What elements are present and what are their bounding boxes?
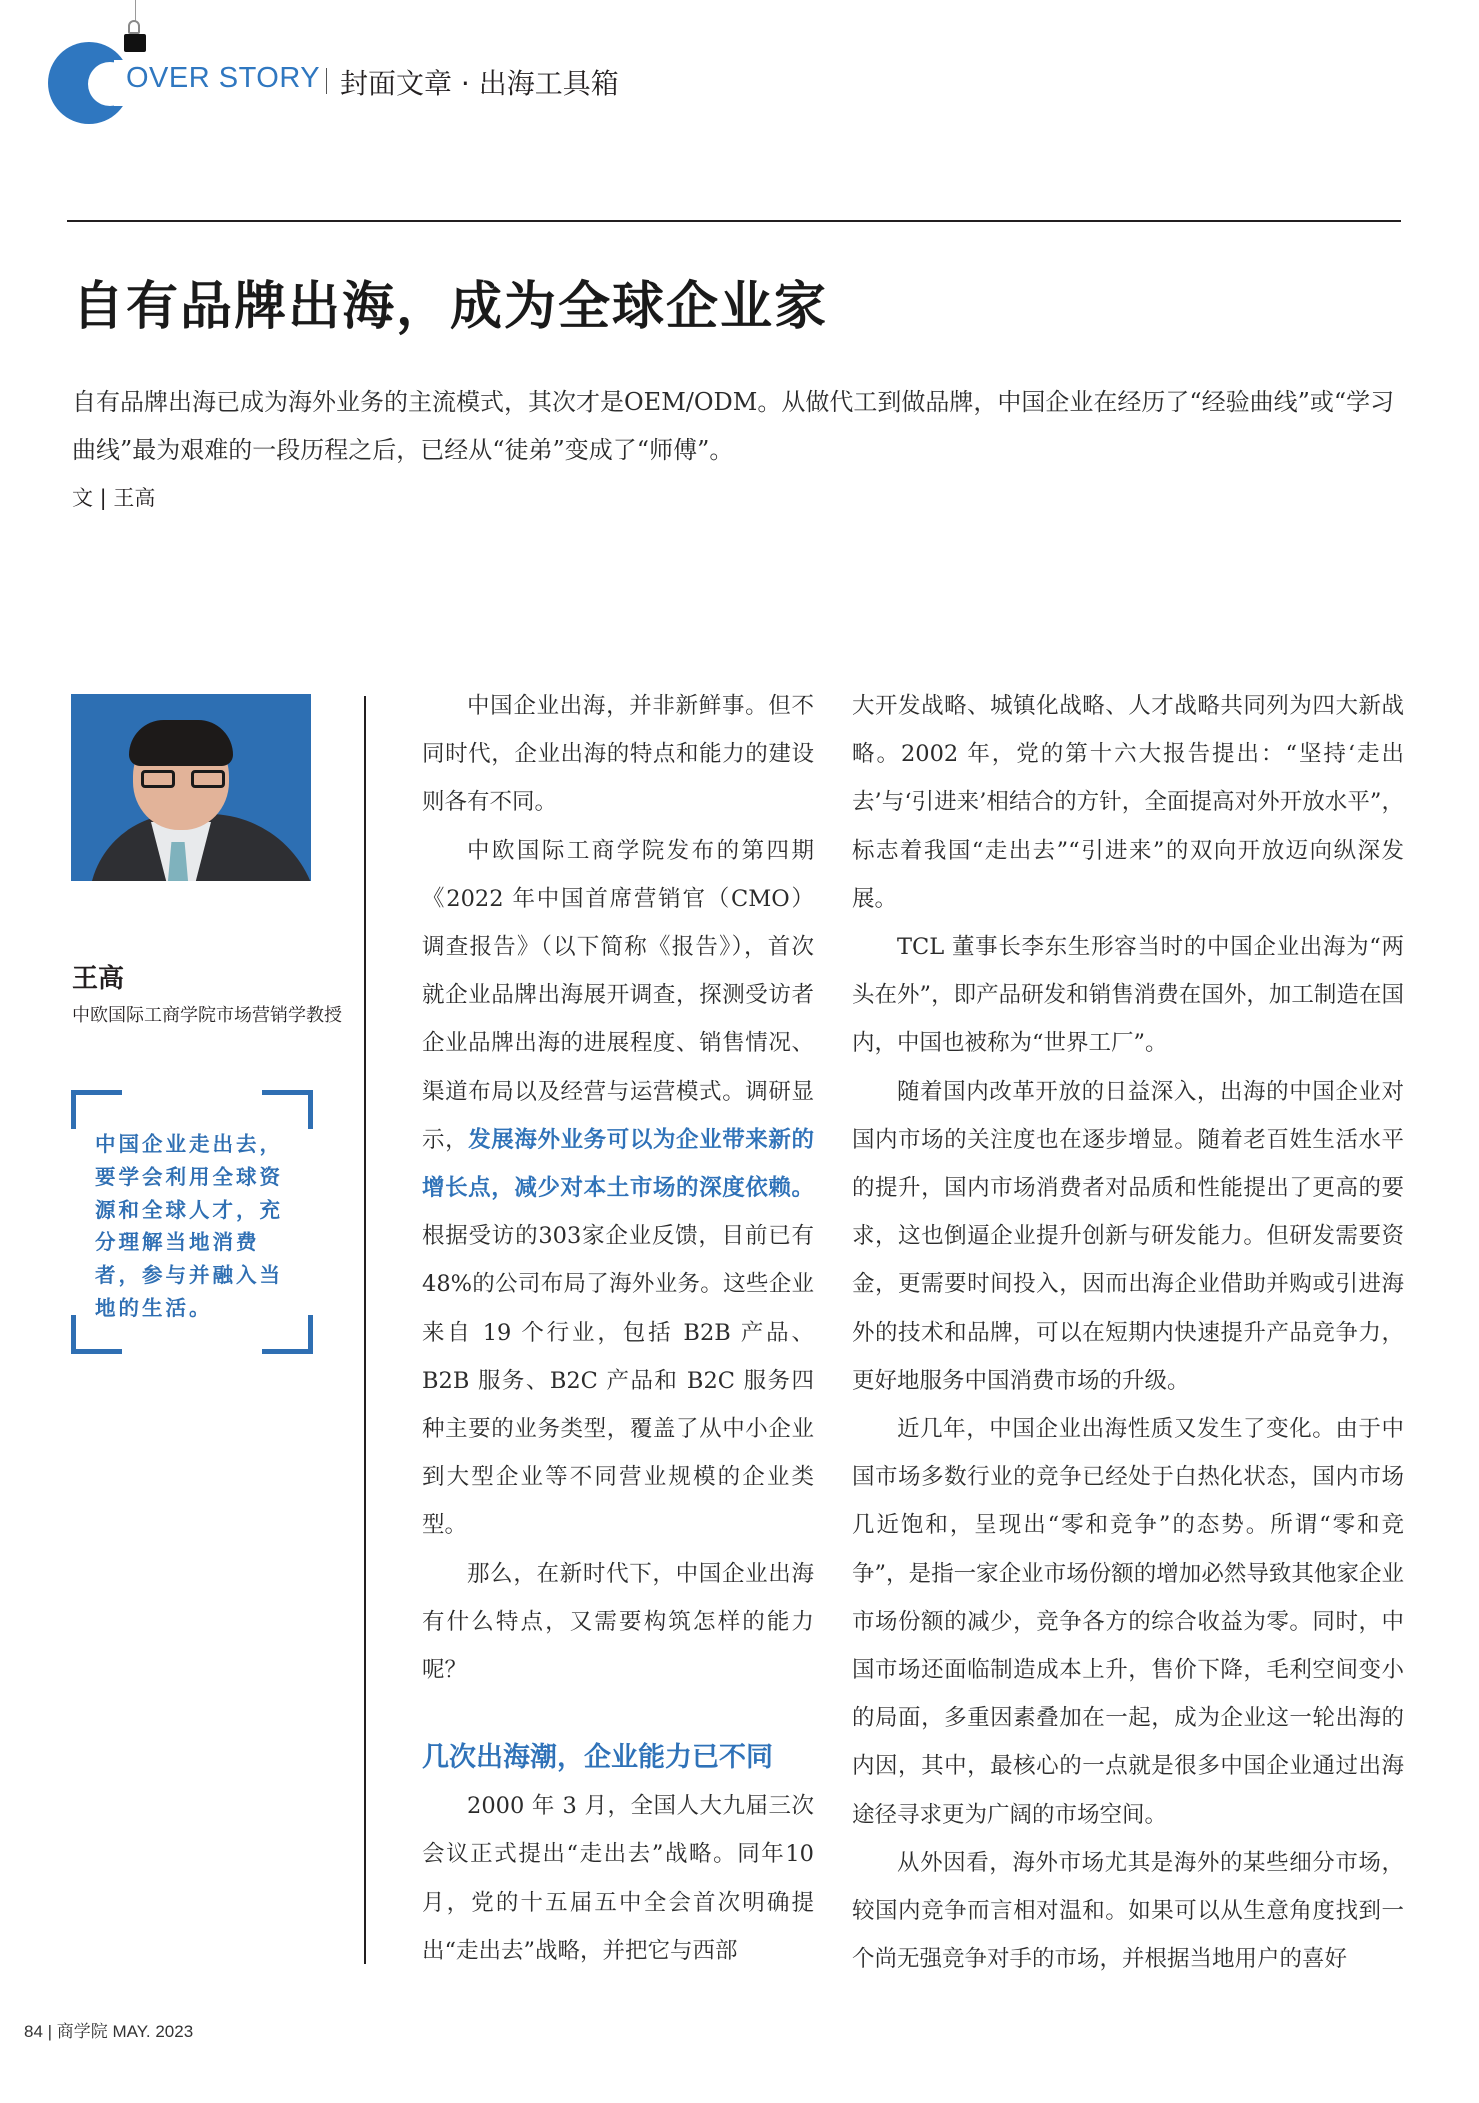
- page-footer: 84 | 商学院 MAY. 2023: [24, 2022, 194, 2041]
- paragraph: TCL 董事长李东生形容当时的中国企业出海为“两头在外”，即产品研发和销售消费在国外，加工制造在国内，中国也被称为“世界工厂”。: [852, 934, 1404, 1057]
- paragraph-text: 根据受访的303家企业反馈，目前已有48%的公司布局了海外业务。这些企业来自 19 个行业，包括 B2B 产品、B2B 服务、B2C 产品和 B2C 服务四种主要的业务类型，覆盖了从中小企业到大型企业等不同营业规模的企业类型。: [422, 1223, 814, 1539]
- author-name: 王高: [72, 964, 125, 994]
- paragraph: 近几年，中国企业出海性质又发生了变化。由于中国市场多数行业的竞争已经处于白热化状态，国内市场几近饱和，呈现出“零和竞争”的态势。所谓“零和竞争”，是指一家企业市场份额的增加必然导致其他家企业市场份额的减少，竞争各方的综合收益为零。同时，中国市场还面临制造成本上升，售价下降，毛利空间变小的局面，多重因素叠加在一起，成为企业这一轮出海的内因，其中，最核心的一点就是很多中国企业通过出海途径寻求更为广阔的市场空间。: [852, 1416, 1404, 1828]
- paragraph: 中国企业出海，并非新鲜事。但不同时代，企业出海的特点和能力的建设则各有不同。: [422, 693, 814, 816]
- body-column-1: [422, 682, 814, 1975]
- author-title: 中欧国际工商学院市场营销学教授: [72, 1005, 342, 1026]
- pull-quote: [71, 1090, 313, 1354]
- section-name: 封面文章 · 出海工具箱: [340, 67, 619, 100]
- top-rule-divider: [67, 220, 1401, 222]
- binder-clip-ring-icon: [128, 20, 140, 34]
- body-column-2: [852, 682, 1404, 1983]
- paragraph-text: 中欧国际工商学院发布的第四期《2022 年中国首席营销官（CMO）调查报告》（以下简称《报告》），首次就企业品牌出海展开调查，探测受访者企业品牌出海的进展程度、销售情况、渠道布局以及经营与运营模式。调研显示，: [422, 837, 814, 1153]
- subheading: 几次出海潮，企业能力已不同: [422, 1742, 773, 1774]
- paragraph: 随着国内改革开放的日益深入，出海的中国企业对国内市场的关注度也在逐步增显。随着老百姓生活水平的提升，国内市场消费者对品质和性能提出了更高的要求，这也倒逼企业提升创新与研发能力。但研发需要资金，更需要时间投入，因而出海企业借助并购或引进海外的技术和品牌，可以在短期内快速提升产品竞争力，更好地服务中国消费市场的升级。: [852, 1078, 1404, 1394]
- paragraph: 那么，在新时代下，中国企业出海有什么特点，又需要构筑怎样的能力呢？: [422, 1560, 814, 1684]
- paragraph: [422, 827, 814, 1550]
- binder-clip-icon: [124, 34, 146, 52]
- header-separator: [326, 68, 327, 94]
- photo-glasses: [141, 770, 225, 790]
- pull-quote-text: 中国企业走出去，要学会利用全球资源和全球人才，充分理解当地消费者，参与并融入当地的生活。: [95, 1132, 283, 1320]
- highlighted-text: 发展海外业务可以为企业带来新的增长点，减少对本土市场的深度依赖。: [422, 1126, 814, 1202]
- paragraph: 2000 年 3 月，全国人大九届三次会议正式提出“走出去”战略。同年10 月，党的十五届五中全会首次明确提出“走出去”战略，并把它与西部: [422, 1793, 814, 1964]
- photo-hair: [129, 720, 233, 766]
- author-photo: [71, 694, 311, 881]
- paragraph: 从外因看，海外市场尤其是海外的某些细分市场，较国内竞争而言相对温和。如果可以从生意角度找到一个尚无强竞争对手的市场，并根据当地用户的喜好: [852, 1849, 1404, 1973]
- bracket-top-left-icon: [71, 1090, 122, 1129]
- cover-story-label: OVER STORY: [126, 62, 321, 94]
- section-header: [44, 0, 744, 130]
- bracket-top-right-icon: [262, 1090, 313, 1129]
- article-lede: 自有品牌出海已成为海外业务的主流模式，其次才是OEM/ODM。从做代工到做品牌，中国企业在经历了“经验曲线”或“学习曲线”最为艰难的一段历程之后，已经从“徒弟”变成了“师傅”。: [72, 388, 1395, 464]
- column-divider: [364, 696, 366, 1964]
- byline: 文 | 王高: [72, 486, 156, 510]
- article-title: 自有品牌出海，成为全球企业家: [72, 276, 829, 337]
- hanging-string-decoration: [135, 0, 136, 22]
- paragraph-continued: 大开发战略、城镇化战略、人才战略共同列为四大新战略。2002 年，党的第十六大报告提出：“坚持‘走出去’与‘引进来’相结合的方针，全面提高对外开放水平”，标志着我国“走出去”“引进来”的双向开放迈向纵深发展。: [852, 693, 1404, 912]
